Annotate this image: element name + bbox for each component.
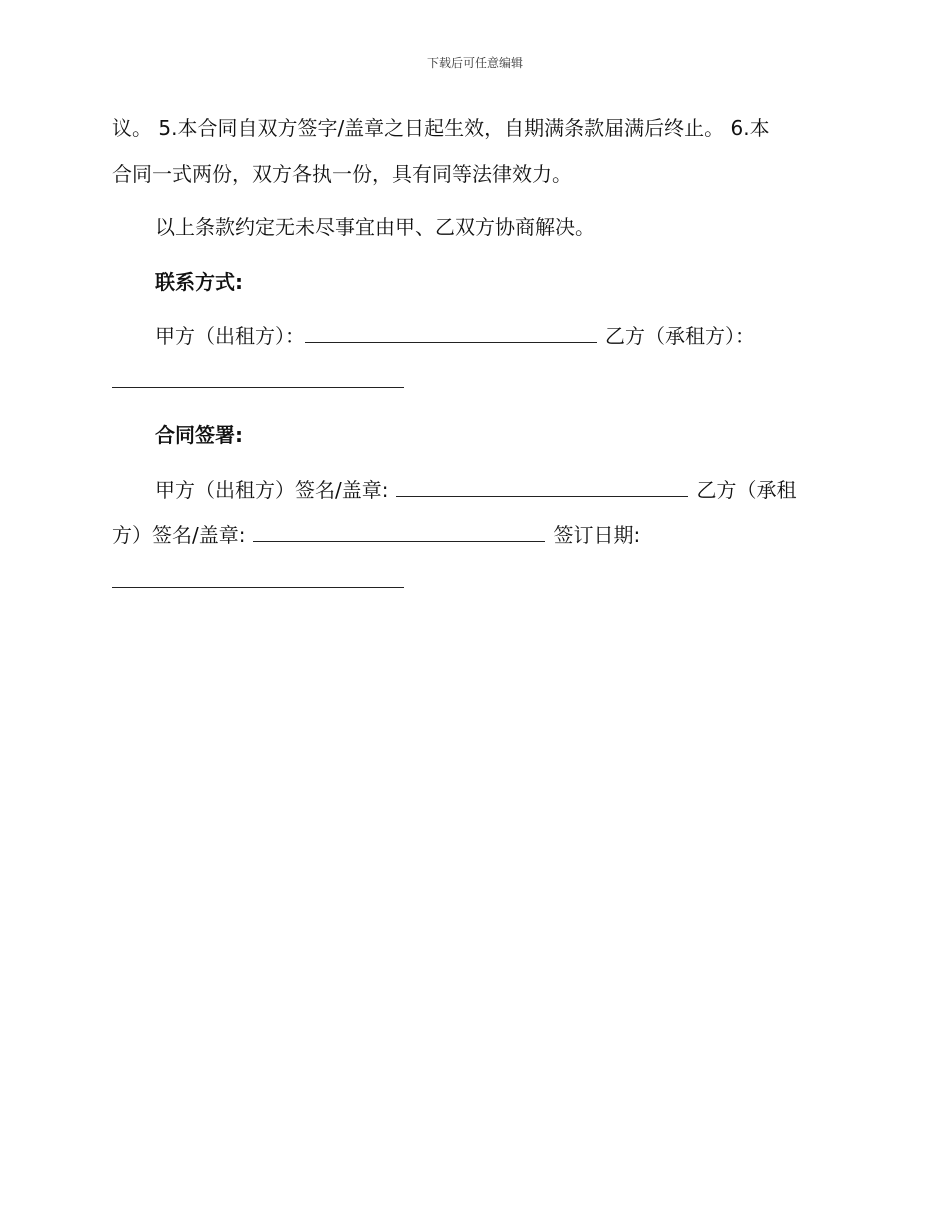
contact-heading: 联系方式:: [155, 270, 243, 294]
contact-line: [155, 321, 895, 351]
date-line: [112, 566, 852, 596]
party-a-contact-label: 甲方（出租方）：: [155, 324, 305, 348]
signing-line: [155, 475, 895, 505]
signing-line-continued: [112, 520, 852, 550]
party-a-contact-field[interactable]: [305, 322, 597, 343]
page-header: 下载后可任意编辑: [426, 56, 523, 70]
contact-line-continued: [112, 366, 852, 396]
paragraph-line: 议。 5.本合同自双方签字/盖章之日起生效，自期满条款届满后终止。 6.本: [112, 116, 770, 140]
party-a-sign-label: 甲方（出租方）签名/盖章:: [155, 478, 389, 502]
party-b-contact-label: 乙方（承租方）：: [605, 324, 755, 348]
party-b-sign-label-part2: 方）签名/盖章:: [112, 523, 246, 547]
paragraph: 以上条款约定无未尽事宜由甲、乙双方协商解决。: [155, 215, 595, 239]
party-b-sign-label-part1: 乙方（承租: [696, 478, 797, 502]
paragraph-line: 合同一式两份，双方各执一份，具有同等法律效力。: [112, 162, 572, 186]
date-field[interactable]: [112, 567, 404, 588]
party-b-contact-field[interactable]: [112, 367, 404, 388]
party-b-sign-field[interactable]: [253, 521, 545, 542]
party-a-sign-field[interactable]: [396, 476, 688, 497]
date-label: 签订日期:: [553, 523, 641, 547]
signing-heading: 合同签署:: [155, 423, 243, 447]
